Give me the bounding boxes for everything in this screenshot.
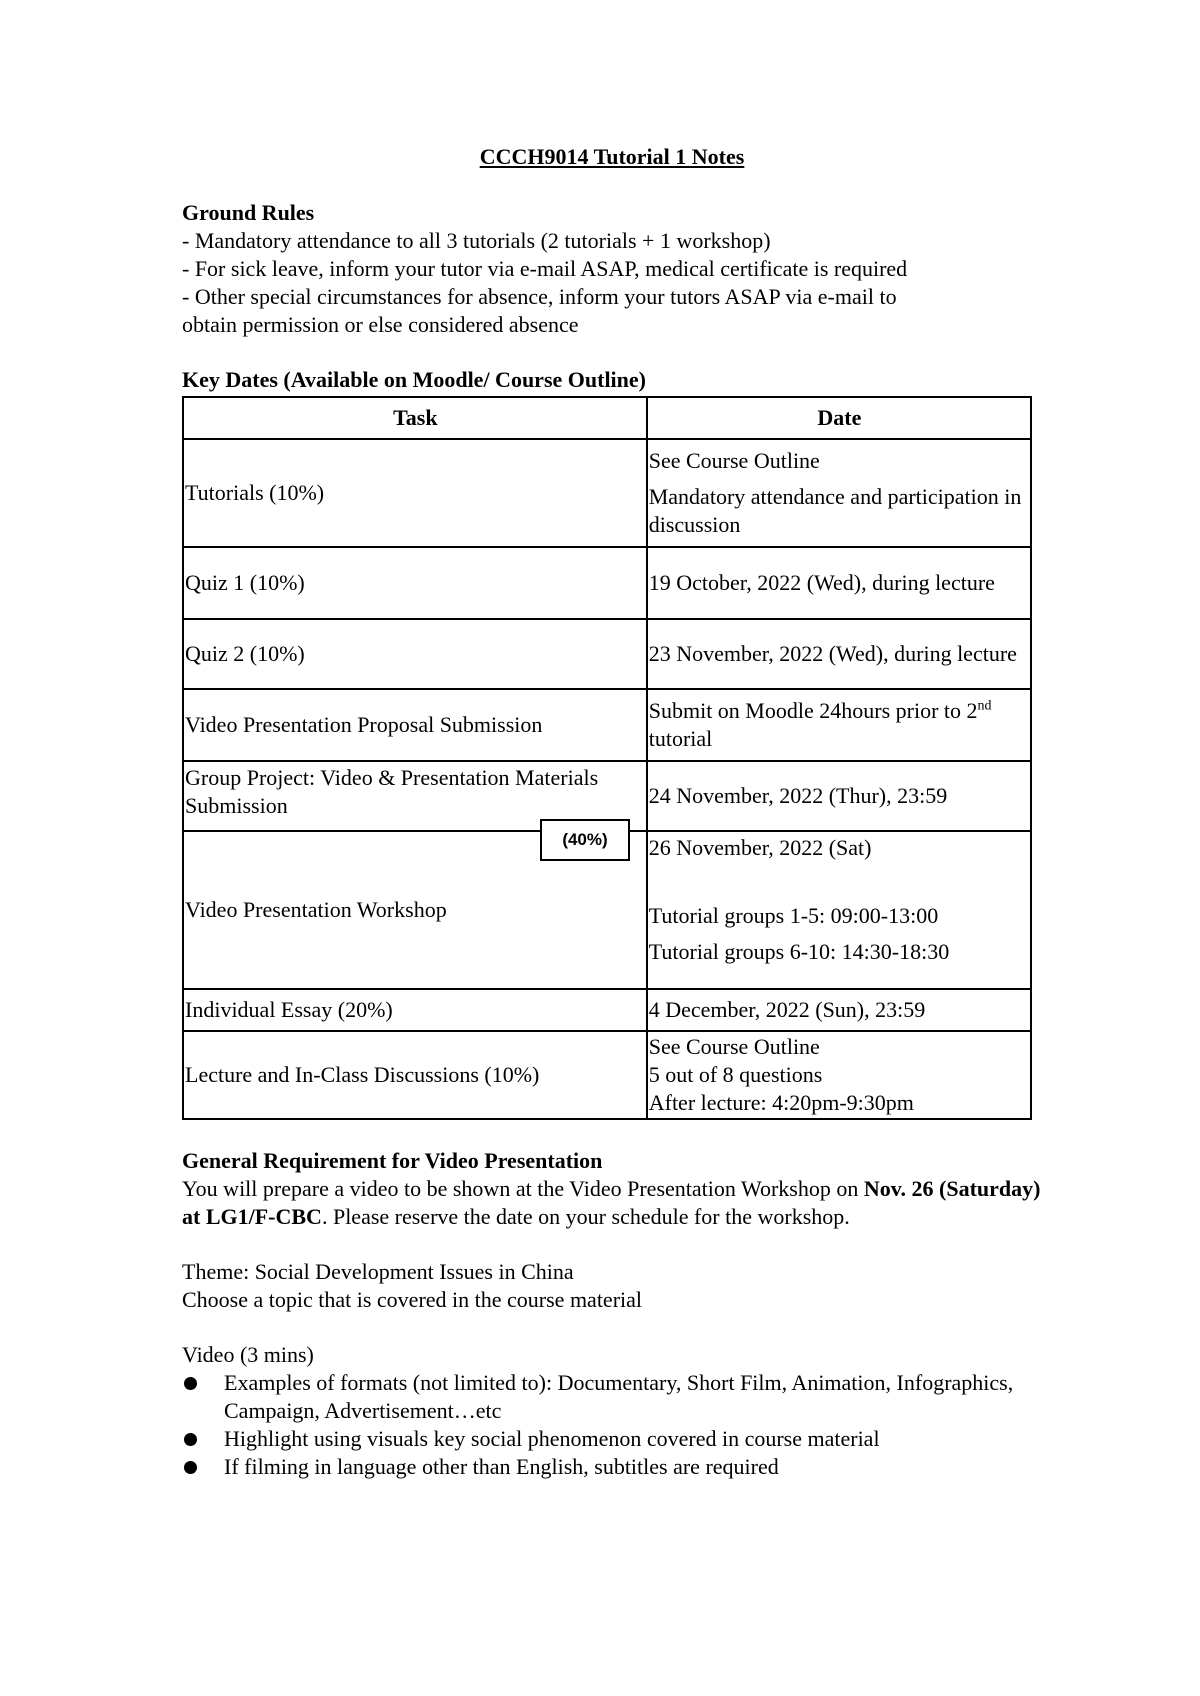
table-row: [183, 1031, 1031, 1119]
task-cell: Lecture and In-Class Discussions (10%): [183, 1031, 647, 1119]
date-cell: 23 November, 2022 (Wed), during lecture: [647, 619, 1031, 689]
table-row: [183, 619, 1031, 689]
theme-line: Theme: Social Development Issues in China: [182, 1259, 574, 1284]
topic-line: Choose a topic that is covered in the course material: [182, 1287, 643, 1312]
bullet-icon: [184, 1433, 197, 1446]
date-text: See Course Outline: [648, 448, 820, 473]
key-dates-heading: Key Dates (Available on Moodle/ Course Outline): [182, 367, 646, 392]
paragraph-text: . Please reserve the date on your schedule for the workshop.: [321, 1204, 850, 1229]
list-item: [182, 1425, 1042, 1453]
column-header-date: Date: [647, 397, 1031, 439]
date-cell: [647, 831, 1031, 989]
table-header-row: [183, 397, 1031, 439]
ground-rule-line: obtain permission or else considered absence: [182, 312, 579, 337]
list-item-text: Highlight using visuals key social phenomenon covered in course material: [224, 1426, 880, 1451]
bullet-icon: [184, 1377, 197, 1390]
date-cell: 24 November, 2022 (Thur), 23:59: [647, 761, 1031, 831]
task-cell: Video Presentation Workshop: [183, 831, 647, 989]
key-dates-table: [182, 396, 1032, 1120]
table-row: [183, 439, 1031, 547]
paragraph-text: You will prepare a video to be shown at the Video Presentation Workshop on: [182, 1176, 864, 1201]
video-length-label: Video (3 mins): [182, 1342, 314, 1367]
ground-rule-line: - For sick leave, inform your tutor via e-mail ASAP, medical certificate is required: [182, 256, 908, 281]
group-weight-label: (40%): [540, 819, 630, 861]
document-title: CCCH9014 Tutorial 1 Notes: [479, 144, 745, 169]
key-dates-table-wrapper: [182, 396, 1042, 1120]
bullet-icon: [184, 1461, 197, 1474]
ground-rules-heading: Ground Rules: [182, 200, 315, 225]
column-header-task: Task: [183, 397, 647, 439]
emphasis-text: Nov. 26 (Saturday) at LG1/F-CBC: [182, 1176, 1041, 1229]
superscript: nd: [977, 698, 992, 714]
date-text: After lecture: 4:20pm-9:30pm: [648, 1090, 914, 1115]
task-cell: Quiz 1 (10%): [183, 547, 647, 619]
task-cell: Quiz 2 (10%): [183, 619, 647, 689]
date-text: Tutorial groups 6-10: 14:30-18:30: [648, 939, 950, 964]
date-cell: [647, 439, 1031, 547]
list-item: [182, 1453, 1042, 1481]
video-requirement-heading: General Requirement for Video Presentation: [182, 1148, 603, 1173]
table-row: [183, 989, 1031, 1031]
task-cell: Video Presentation Proposal Submission: [183, 689, 647, 761]
list-item-text: Examples of formats (not limited to): Documentary, Short Film, Animation, Infographics, Campaign, Advertisement…etc: [224, 1370, 1014, 1423]
task-cell: Tutorials (10%): [183, 439, 647, 547]
table-row: [183, 689, 1031, 761]
date-cell: [647, 1031, 1031, 1119]
date-text: Mandatory attendance and participation in discussion: [648, 484, 1022, 537]
ground-rule-line: - Other special circumstances for absence, inform your tutors ASAP via e-mail to: [182, 284, 897, 309]
list-item: [182, 1369, 1042, 1425]
date-cell: 4 December, 2022 (Sun), 23:59: [647, 989, 1031, 1031]
date-cell: 19 October, 2022 (Wed), during lecture: [647, 547, 1031, 619]
list-item-text: If filming in language other than English, subtitles are required: [224, 1454, 779, 1479]
date-text: 26 November, 2022 (Sat): [648, 835, 872, 860]
document-page: [182, 143, 1042, 1481]
date-cell: [647, 689, 1031, 761]
date-text: 5 out of 8 questions: [648, 1062, 823, 1087]
date-text: Submit on Moodle 24hours prior to 2: [648, 698, 978, 723]
date-text: tutorial: [648, 726, 713, 751]
task-cell: Group Project: Video & Presentation Materials Submission: [183, 761, 647, 831]
video-requirements-list: [182, 1369, 1042, 1481]
ground-rule-line: - Mandatory attendance to all 3 tutorials (2 tutorials + 1 workshop): [182, 228, 771, 253]
table-row: [183, 547, 1031, 619]
date-text: See Course Outline: [648, 1034, 820, 1059]
task-cell: Individual Essay (20%): [183, 989, 647, 1031]
date-text: Tutorial groups 1-5: 09:00-13:00: [648, 903, 939, 928]
video-requirement-paragraph: [182, 1175, 1042, 1231]
